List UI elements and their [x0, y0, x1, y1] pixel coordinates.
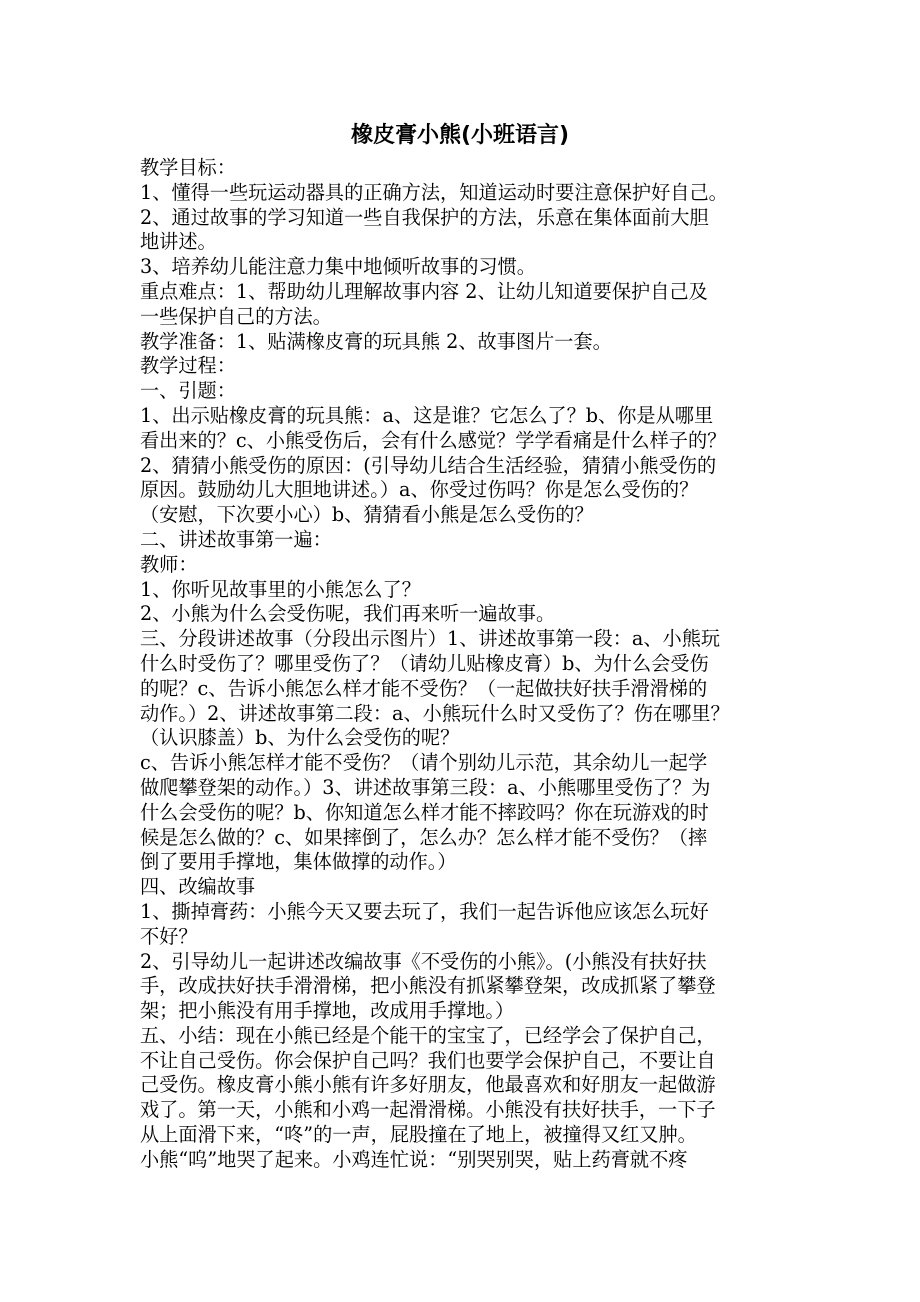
text-line: 倒了要用手撑地，集体做撑的动作。）	[140, 850, 457, 874]
text-line: 3、培养幼儿能注意力集中地倾听故事的习惯。	[140, 255, 536, 279]
text-line: 教学过程：	[140, 354, 236, 378]
text-line: 2、小熊为什么会受伤呢，我们再来听一遍故事。	[140, 602, 556, 626]
text-line: 1、懂得一些玩运动器具的正确方法，知道运动时要注意保护好自己。	[140, 180, 728, 204]
text-line: 教师：	[140, 552, 198, 576]
text-line: 手，改成扶好扶手滑滑梯，把小熊没有抓紧攀登架，改成抓紧了攀登	[140, 974, 716, 998]
text-line: 1、出示贴橡皮膏的玩具熊：a、这是谁？它怎么了？b、你是从哪里	[140, 403, 714, 427]
text-line: 一、引题：	[140, 379, 236, 403]
text-line: 地讲述。	[140, 230, 217, 254]
text-line: （认识膝盖）b、为什么会受伤的呢？	[140, 726, 460, 750]
text-line: 架；把小熊没有用手撑地，改成用手撑地。）	[140, 999, 515, 1023]
text-line: 己受伤。橡皮膏小熊小熊有许多好朋友，他最喜欢和好朋友一起做游	[140, 1073, 716, 1097]
text-line: 不好？	[140, 924, 198, 948]
text-line: 动作。）2、讲述故事第二段：a、小熊玩什么时又受伤了？伤在哪里？	[140, 701, 730, 725]
text-line: 戏了。第一天，小熊和小鸡一起滑滑梯。小熊没有扶好扶手，一下子	[140, 1098, 716, 1122]
text-line: 看出来的？c、小熊受伤后，会有什么感觉？学学看痛是什么样子的？	[140, 428, 727, 452]
text-line: 候是怎么做的？c、如果摔倒了，怎么办？怎么样才能不受伤？（摔	[140, 825, 708, 849]
text-line: 教学目标：	[140, 156, 236, 179]
text-line: （安慰，下次要小心）b、猜猜看小熊是怎么受伤的？	[140, 503, 594, 527]
text-line: 什么会受伤的呢？b、你知道怎么样才能不摔跤吗？你在玩游戏的时	[140, 800, 709, 824]
text-line: 从上面滑下来，“咚”的一声，屁股撞在了地上，被撞得又红又肿。	[140, 1123, 697, 1147]
text-line: 小熊“呜”地哭了起来。小鸡连忙说：“别哭别哭，贴上药膏就不疼	[140, 1147, 688, 1171]
text-line: 什么时受伤了？哪里受伤了？（请幼儿贴橡皮膏）b、为什么会受伤	[140, 651, 709, 675]
text-line: 四、改编故事	[140, 875, 256, 899]
text-line: 2、猜猜小熊受伤的原因：(引导幼儿结合生活经验，猜猜小熊受伤的	[140, 453, 717, 477]
text-line: c、告诉小熊怎样才能不受伤？（请个别幼儿示范，其余幼儿一起学	[140, 751, 708, 775]
text-line: 教学准备：1、贴满橡皮膏的玩具熊 2、故事图片一套。	[140, 329, 612, 353]
text-line: 做爬攀登架的动作。）3、讲述故事第三段：a、小熊哪里受伤了？为	[140, 775, 711, 799]
text-line: 的呢？c、告诉小熊怎么样才能不受伤？（一起做扶好扶手滑滑梯的	[140, 676, 708, 700]
text-line: 五、小结：现在小熊已经是个能干的宝宝了，已经学会了保护自己，	[140, 1023, 716, 1047]
text-line: 2、通过故事的学习知道一些自我保护的方法，乐意在集体面前大胆	[140, 205, 709, 229]
text-line: 1、撕掉膏药：小熊今天又要去玩了，我们一起告诉他应该怎么玩好	[140, 899, 709, 923]
text-line: 不让自己受伤。你会保护自己吗？我们也要学会保护自己，不要让自	[140, 1048, 716, 1072]
text-line: 原因。鼓励幼儿大胆地讲述。）a、你受过伤吗？你是怎么受伤的？	[140, 478, 699, 502]
text-line: 2、引导幼儿一起讲述改编故事《不受伤的小熊》。(小熊没有扶好扶	[140, 949, 707, 973]
text-line: 三、分段讲述故事（分段出示图片）1、讲述故事第一段：a、小熊玩	[140, 627, 721, 651]
text-line: 重点难点：1、帮助幼儿理解故事内容 2、让幼儿知道要保护自己及	[140, 279, 708, 303]
text-line: 二、讲述故事第一遍：	[140, 527, 332, 551]
document-title: 橡皮膏小熊(小班语言)	[350, 123, 570, 148]
text-line: 一些保护自己的方法。	[140, 304, 332, 328]
document-body	[140, 156, 790, 1173]
text-line: 1、你听见故事里的小熊怎么了？	[140, 577, 421, 601]
